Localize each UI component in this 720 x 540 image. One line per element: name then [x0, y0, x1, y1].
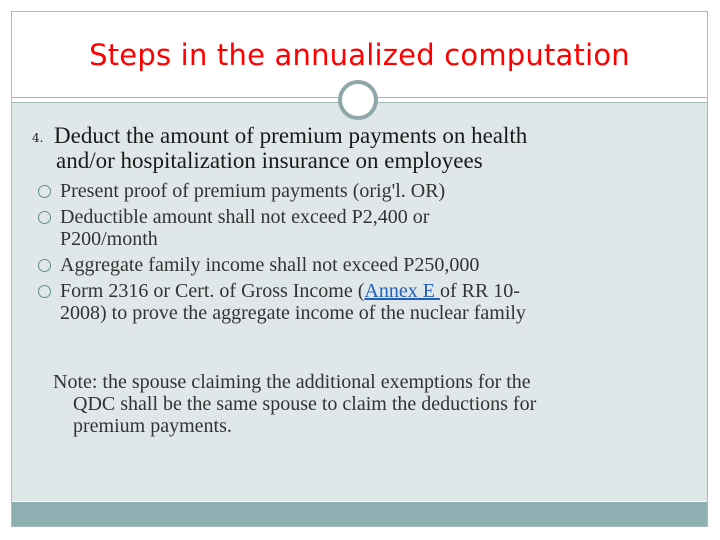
list-item — [38, 180, 698, 202]
note-line3: premium payments. — [73, 415, 232, 437]
list-item — [38, 280, 698, 324]
requirements-list — [38, 180, 698, 328]
list-item-text-line2: P200/month — [60, 228, 158, 250]
footer-bar — [12, 502, 707, 526]
note-line1: Note: the spouse claiming the additional exemptions for the — [53, 371, 531, 393]
list-item-text-before-link: Form 2316 or Cert. of Gross Income ( — [60, 280, 365, 302]
list-item — [38, 206, 698, 250]
hollow-circle-bullet-icon — [38, 259, 51, 272]
list-item — [38, 254, 698, 276]
step-text-line2: and/or hospitalization insurance on employees — [56, 148, 483, 173]
hollow-circle-bullet-icon — [38, 285, 51, 298]
step-number: 4. — [32, 131, 44, 145]
list-item-text-line2: 2008) to prove the aggregate income of the nuclear family — [60, 302, 526, 324]
list-item-text: Aggregate family income shall not exceed P250,000 — [60, 254, 480, 276]
step-text-line1: Deduct the amount of premium payments on health — [54, 123, 528, 148]
annex-e-link[interactable]: Annex E — [364, 280, 440, 302]
list-item-text-after-link: of RR 10- — [439, 280, 520, 302]
hollow-circle-bullet-icon — [38, 211, 51, 224]
step-text — [54, 123, 694, 173]
list-item-text: Present proof of premium payments (orig'l. OR) — [60, 180, 446, 202]
ring-ornament-icon — [338, 80, 378, 120]
slide-title: Steps in the annualized computation — [89, 38, 630, 72]
note-line2: QDC shall be the same spouse to claim the deductions for — [73, 393, 537, 415]
list-item-text-line1: Deductible amount shall not exceed P2,400 or — [60, 206, 430, 228]
note — [53, 371, 693, 437]
hollow-circle-bullet-icon — [38, 185, 51, 198]
